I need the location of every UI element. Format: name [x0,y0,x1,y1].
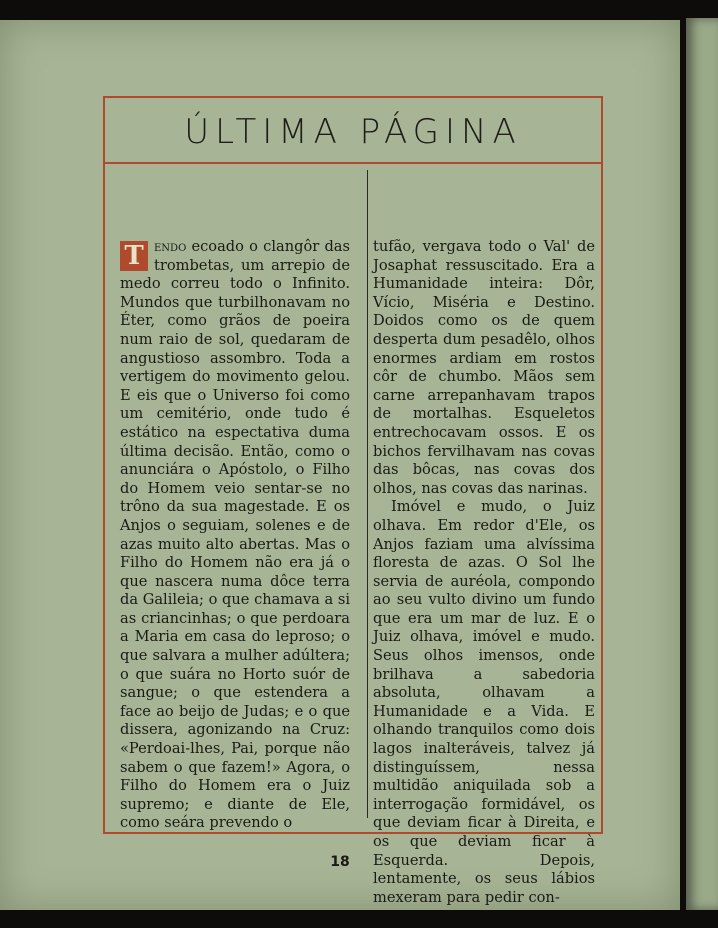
adjacent-page-edge [686,18,718,910]
paragraph: tufão, vergava todo o Val' de Josaphat ressuscitado. Era a Humanidade inteira: Dôr, Vício, Miséria e Destino. Doidos como os de quem desperta dum pesadêlo, olhos enormes ardiam em rostos côr de chumbo. Mãos sem carne arrepanhavam trapos de mortalhas. Esqueletos entrechocavam ossos. E os bichos fervilhavam nas covas das bôcas, nas covas dos olhos, nas covas das narinas. [373,238,595,497]
paragraph [120,238,350,833]
drop-cap: T [120,241,148,271]
first-word: endo [154,238,187,255]
right-column [373,238,595,907]
paragraph-text: ecoado o clangôr das trombetas, um arrepio de medo correu todo o Infinito. Mundos que turbilhonavam no Éter, como grãos de poeira num raio de sol, quedaram de angustioso assombro. Toda a vertigem do movimento gelou. E eis que o Universo foi como um cemitério, onde tudo é estático na espectativa duma última decisão. Então, como o anunciára o Apóstolo, o Filho do Homem veio sentar-se no trôno da sua magestade. E os Anjos o seguiam, solenes e de azas muito alto abertas. Mas o Filho do Homem não era já o que nascera numa dôce terra da Galileia; o que chamava a si as criancinhas; o que perdoara a Maria em casa do leproso; o que salvara a mulher adúltera; o que suára no Horto suór de sangue; o que estendera a face ao beijo de Judas; e o que dissera, agonizando na Cruz: «Perdoai-lhes, Pai, porque não sabem o que fazem!» Agora, o Filho do Homem era o Juiz supremo; e diante de Ele, como seára prevendo o [120,238,350,832]
page [0,20,680,910]
column-divider [367,170,368,818]
page-number: 18 [330,854,350,870]
paragraph: Imóvel e mudo, o Juiz olhava. Em redor d'Ele, os Anjos faziam uma alvíssima floresta de azas. O Sol lhe servia de auréola, compondo ao seu vulto divino um fundo que era um mar de luz. E o Juiz olhava, imóvel e mudo. Seus olhos imensos, onde brilhava a sabedoria absoluta, olhavam a Humanidade e a Vida. E olhando tranquilos como dois lagos inalteráveis, talvez já distinguíssem, nessa multidão aniquilada sob a interrogação formidável, os que deviam ficar à Direita, e os que deviam ficar à Esquerda. Depois, lentamente, os seus lábios mexeram para pedir con- [373,498,595,906]
page-title: ÚLTIMA PÁGINA [184,112,522,152]
title-divider [105,162,601,164]
left-column [120,238,350,833]
